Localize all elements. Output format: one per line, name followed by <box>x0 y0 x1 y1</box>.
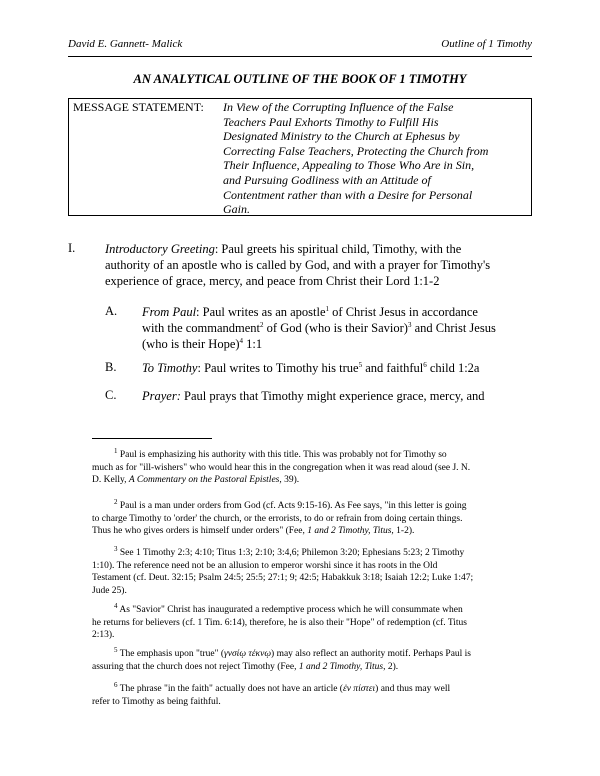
outline-text: and faithful <box>362 361 424 375</box>
outline-text: child 1:2a <box>426 361 480 375</box>
outline-lead: Prayer: <box>142 389 181 403</box>
message-line: Teachers Paul Exhorts Timothy to Fulfill His <box>223 114 439 129</box>
footnote-text: ) may also reflect an authority motif. Perhaps Paul is <box>271 649 472 659</box>
outline-text: (who is their Hope) <box>142 337 240 351</box>
footnote-5 <box>92 645 532 673</box>
footnote-text: he returns for believers (cf. 1 Tim. 6:14), therefore, he is also their "Hope" of redemption (cf. Titus <box>92 617 468 628</box>
outline-text: with the commandment <box>142 321 261 335</box>
outline-lead: Introductory Greeting <box>105 242 215 256</box>
footnote-citation: 1 and 2 Timothy, Titus <box>307 526 392 536</box>
header-doc-title: Outline of 1 Timothy <box>441 38 532 50</box>
footnote-greek: ἐν πίστει <box>342 684 376 694</box>
footnote-text: 1:10). The reference need not be an allusion to emperor worshi since it has roots in the Old <box>92 560 438 571</box>
footnote-rule <box>92 438 212 439</box>
footnote-text: Thus he who gives orders is himself under orders" (Fee, <box>92 526 308 536</box>
header-author: David E. Gannett- Malick <box>68 38 183 50</box>
outline-number-a: A. <box>105 304 118 318</box>
outline-text: Paul prays that Timothy might experience grace, mercy, and <box>180 389 485 403</box>
footnote-text: ) and thus may well <box>375 684 451 694</box>
footnote-ref: 4 <box>239 336 244 345</box>
message-statement-text <box>223 100 523 217</box>
outline-text: of Christ Jesus in accordance <box>329 305 478 319</box>
message-line: Their Influence, Appealing to Those Who Are in Sin, <box>223 158 475 173</box>
footnote-number: 5 <box>114 645 118 654</box>
footnote-ref: 1 <box>325 304 330 313</box>
outline-item-i <box>105 241 535 289</box>
footnote-text: D. Kelly, <box>92 475 129 485</box>
footnote-ref: 3 <box>407 320 412 329</box>
footnote-text: As "Savior" Christ has inaugurated a redemptive process which he will consummate when <box>117 605 463 615</box>
footnote-number: 4 <box>114 601 118 610</box>
footnote-citation: 1 and 2 Timothy, Titus <box>298 661 384 672</box>
outline-number-i: I. <box>68 241 76 255</box>
message-line: In View of the Corrupting Influence of the False <box>223 100 454 114</box>
outline-text: : Paul writes as an apostle <box>196 305 326 319</box>
message-statement-label: MESSAGE STATEMENT: <box>73 100 204 114</box>
outline-text: : Paul greets his spiritual child, Timothy, with the <box>214 242 462 256</box>
outline-text: 1:1 <box>243 337 263 351</box>
footnote-text: The phrase "in the faith" actually does not have an article ( <box>117 684 343 694</box>
footnote-number: 2 <box>114 497 118 506</box>
footnote-greek: γνσίῳ τέκνῳ <box>224 649 272 659</box>
footnote-text: 2:13). <box>92 630 115 640</box>
footnote-ref: 5 <box>358 360 363 369</box>
message-statement-box <box>68 98 532 216</box>
footnote-ref: 6 <box>423 360 427 369</box>
message-line: Designated Ministry to the Church at Ephesus by <box>223 129 460 144</box>
outline-item-b <box>142 360 537 376</box>
footnote-text: The emphasis upon "true" ( <box>117 649 225 659</box>
footnote-text: assuring that the church does not reject Timothy (Fee, <box>92 661 299 672</box>
message-line: Contentment rather than with a Desire for Personal <box>223 187 473 202</box>
footnote-text: See 1 Timothy 2:3; 4:10; Titus 1:3; 2:10; 3:4,6; Philemon 3:20; Ephesians 5:23; 2 Timothy <box>117 548 465 558</box>
message-line: and Pursuing Godliness with an Attitude of <box>223 172 431 187</box>
footnote-1 <box>92 446 532 487</box>
footnote-text: refer to Timothy as being faithful. <box>92 696 221 707</box>
outline-number-b: B. <box>105 360 117 374</box>
footnote-text: Paul is emphasizing his authority with this title. This was probably not for Timothy so <box>117 450 447 460</box>
outline-item-c <box>142 388 537 404</box>
footnote-6 <box>92 680 532 708</box>
outline-lead: From Paul <box>142 305 197 319</box>
footnote-text: much as for "ill-wishers" who would hear this in the congregation when it was read aloud (see J. N. <box>92 462 471 473</box>
outline-text: authority of an apostle who is called by God, and with a prayer for Timothy's <box>105 258 491 272</box>
footnote-text: Jude 25). <box>92 585 127 596</box>
footnote-text: , 1-2). <box>391 526 415 536</box>
outline-text: and Christ Jesus <box>411 321 496 335</box>
footnote-number: 6 <box>114 680 118 689</box>
footnote-number: 1 <box>114 446 118 455</box>
footnote-text: Paul is a man under orders from God (cf. Acts 9:15-16). As Fee says, "in this letter is going <box>117 501 467 511</box>
outline-text: experience of grace, mercy, and peace from Christ their Lord 1:1-2 <box>105 274 440 288</box>
page-title: AN ANALYTICAL OUTLINE OF THE BOOK OF 1 TIMOTHY <box>133 72 467 86</box>
footnote-citation: A Commentary on the Pastoral Epistles <box>128 475 280 485</box>
header-rule <box>68 56 532 57</box>
footnote-text: Testament (cf. Deut. 32:15; Psalm 24:5; 25:5; 27:1; 9; 42:5; Habakkuk 3:18; Isaiah 12:2; Luke 1:47; <box>92 573 474 583</box>
footnote-2 <box>92 497 532 538</box>
footnote-number: 3 <box>114 544 118 553</box>
outline-text: : Paul writes to Timothy his true <box>197 361 359 375</box>
outline-text: of God (who is their Savior) <box>263 321 408 335</box>
footnote-ref: 2 <box>260 320 264 329</box>
message-line: Correcting False Teachers, Protecting the Church from <box>223 143 489 158</box>
message-line: Gain. <box>223 202 250 217</box>
footnote-4 <box>92 601 532 642</box>
footnote-3 <box>92 544 532 597</box>
footnote-text: to charge Timothy to 'order' the church, or the errorists, to do or refrain from doing certain things. <box>92 513 463 524</box>
footnote-text: , 39). <box>279 475 300 485</box>
footnote-text: , 2). <box>383 661 399 672</box>
outline-item-a <box>142 304 537 352</box>
outline-lead: To Timothy <box>142 361 198 375</box>
outline-number-c: C. <box>105 388 117 402</box>
